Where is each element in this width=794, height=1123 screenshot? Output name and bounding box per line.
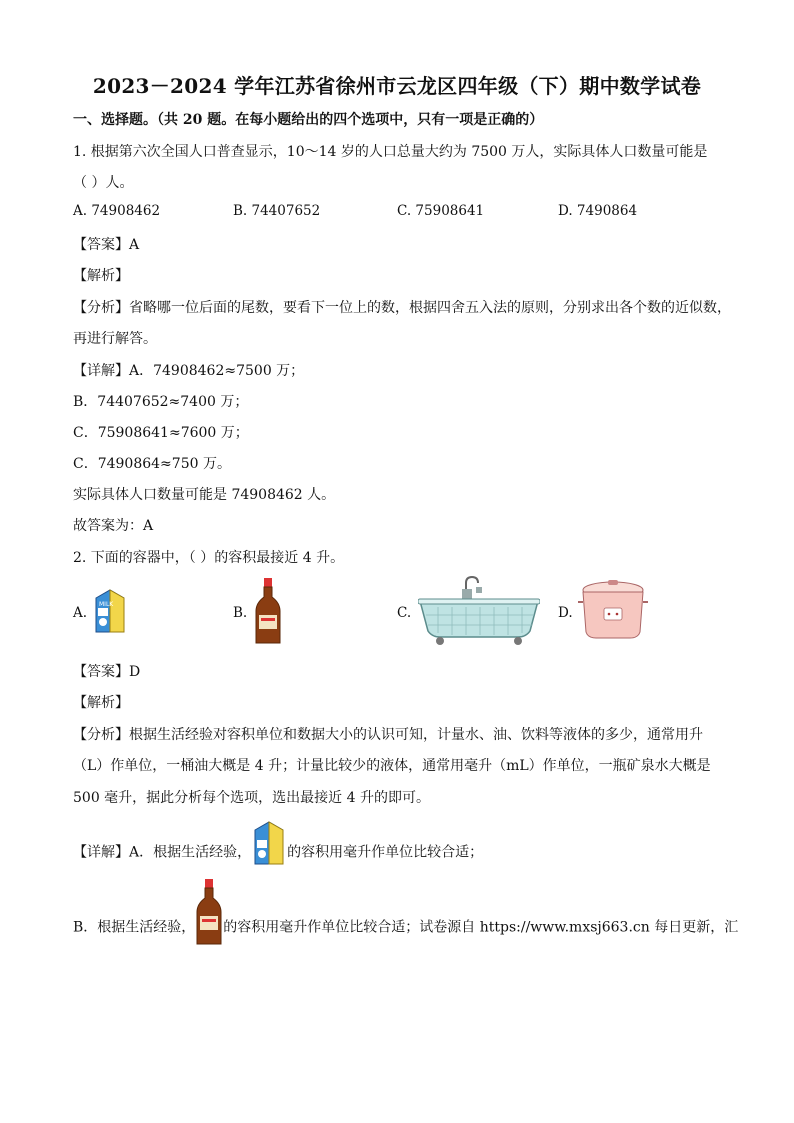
q2-analysis-line2: （L）作单位，一桶油大概是 4 升；计量比较少的液体，通常用毫升（mL）作单位，一瓶矿泉水大概是 bbox=[73, 758, 711, 774]
q1-option-d: D. 7490864 bbox=[558, 203, 638, 219]
q1-stem-line1: 1. 根据第六次全国人口普查显示，10～14 岁的人口总量大约为 7500 万人，实际具体人口数量可能是 bbox=[73, 144, 708, 160]
q1-option-c: C. 75908641 bbox=[397, 203, 485, 219]
q2-detail-a-prefix: 【详解】A．根据生活经验， bbox=[73, 844, 252, 861]
q1-analysis-line1: 【分析】省略哪一位后面的尾数，要看下一位上的数，根据四舍五入法的原则，分别求出各个数的近似数， bbox=[73, 300, 731, 316]
q2-answer: 【答案】D bbox=[73, 664, 141, 680]
q2-analysis-line1: 【分析】根据生活经验对容积单位和数据大小的认识可知，计量水、油、饮料等液体的多少，通常用升 bbox=[73, 727, 703, 743]
q2-detail-a-suffix: 的容积用毫升作单位比较合适； bbox=[287, 844, 484, 861]
milk-carton-icon bbox=[251, 818, 287, 887]
q2-stem: 2. 下面的容器中，（ ）的容积最接近 4 升。 bbox=[73, 550, 345, 566]
q1-option-b: B. 74407652 bbox=[233, 203, 321, 219]
soy-sauce-bottle-icon bbox=[254, 577, 282, 649]
rice-cooker-icon bbox=[578, 580, 648, 644]
q2-analysis-line3: 500 毫升，据此分析每个选项，选出最接近 4 升的即可。 bbox=[73, 790, 430, 806]
q1-stem-line2: （ ）人。 bbox=[73, 175, 134, 191]
q2-detail-b-prefix: B．根据生活经验， bbox=[73, 919, 196, 936]
q1-detail-line: B．74407652≈7400 万； bbox=[73, 394, 249, 410]
q1-detail-line: C．75908641≈7600 万； bbox=[73, 425, 249, 441]
q1-detail-line: 故答案为：A bbox=[73, 518, 154, 534]
q2-analysis-label: 【解析】 bbox=[73, 695, 129, 711]
page-title: 2023－2024 学年江苏省徐州市云龙区四年级（下）期中数学试卷 bbox=[92, 74, 702, 98]
q1-analysis-line2: 再进行解答。 bbox=[73, 331, 157, 347]
q1-detail-line: C．7490864≈750 万。 bbox=[73, 456, 231, 472]
q2-option-a-label: A. bbox=[73, 605, 88, 621]
section-header: 一、选择题。（共 20 题。在每小题给出的四个选项中，只有一项是正确的） bbox=[73, 112, 544, 128]
q2-option-d-label: D. bbox=[558, 605, 573, 621]
milk-label: MILK bbox=[99, 601, 114, 608]
soy-sauce-bottle-icon bbox=[195, 878, 223, 977]
q1-detail-line: 【详解】A．74908462≈7500 万； bbox=[73, 363, 305, 379]
q1-detail-line: 实际具体人口数量可能是 74908462 人。 bbox=[73, 487, 336, 503]
q2-option-c-label: C. bbox=[397, 605, 412, 621]
q1-answer: 【答案】A bbox=[73, 237, 140, 253]
q1-analysis-label: 【解析】 bbox=[73, 268, 129, 284]
q2-option-b-label: B. bbox=[233, 605, 248, 621]
q1-option-a: A. 74908462 bbox=[73, 203, 161, 219]
q2-detail-b-suffix: 的容积用毫升作单位比较合适；试卷源自 https://www.mxsj663.cn 每日更新，汇 bbox=[223, 919, 739, 936]
q2-detail-b bbox=[73, 878, 738, 948]
milk-carton-icon bbox=[92, 586, 128, 638]
q2-detail-a bbox=[73, 818, 483, 868]
bathtub-icon bbox=[418, 573, 540, 649]
